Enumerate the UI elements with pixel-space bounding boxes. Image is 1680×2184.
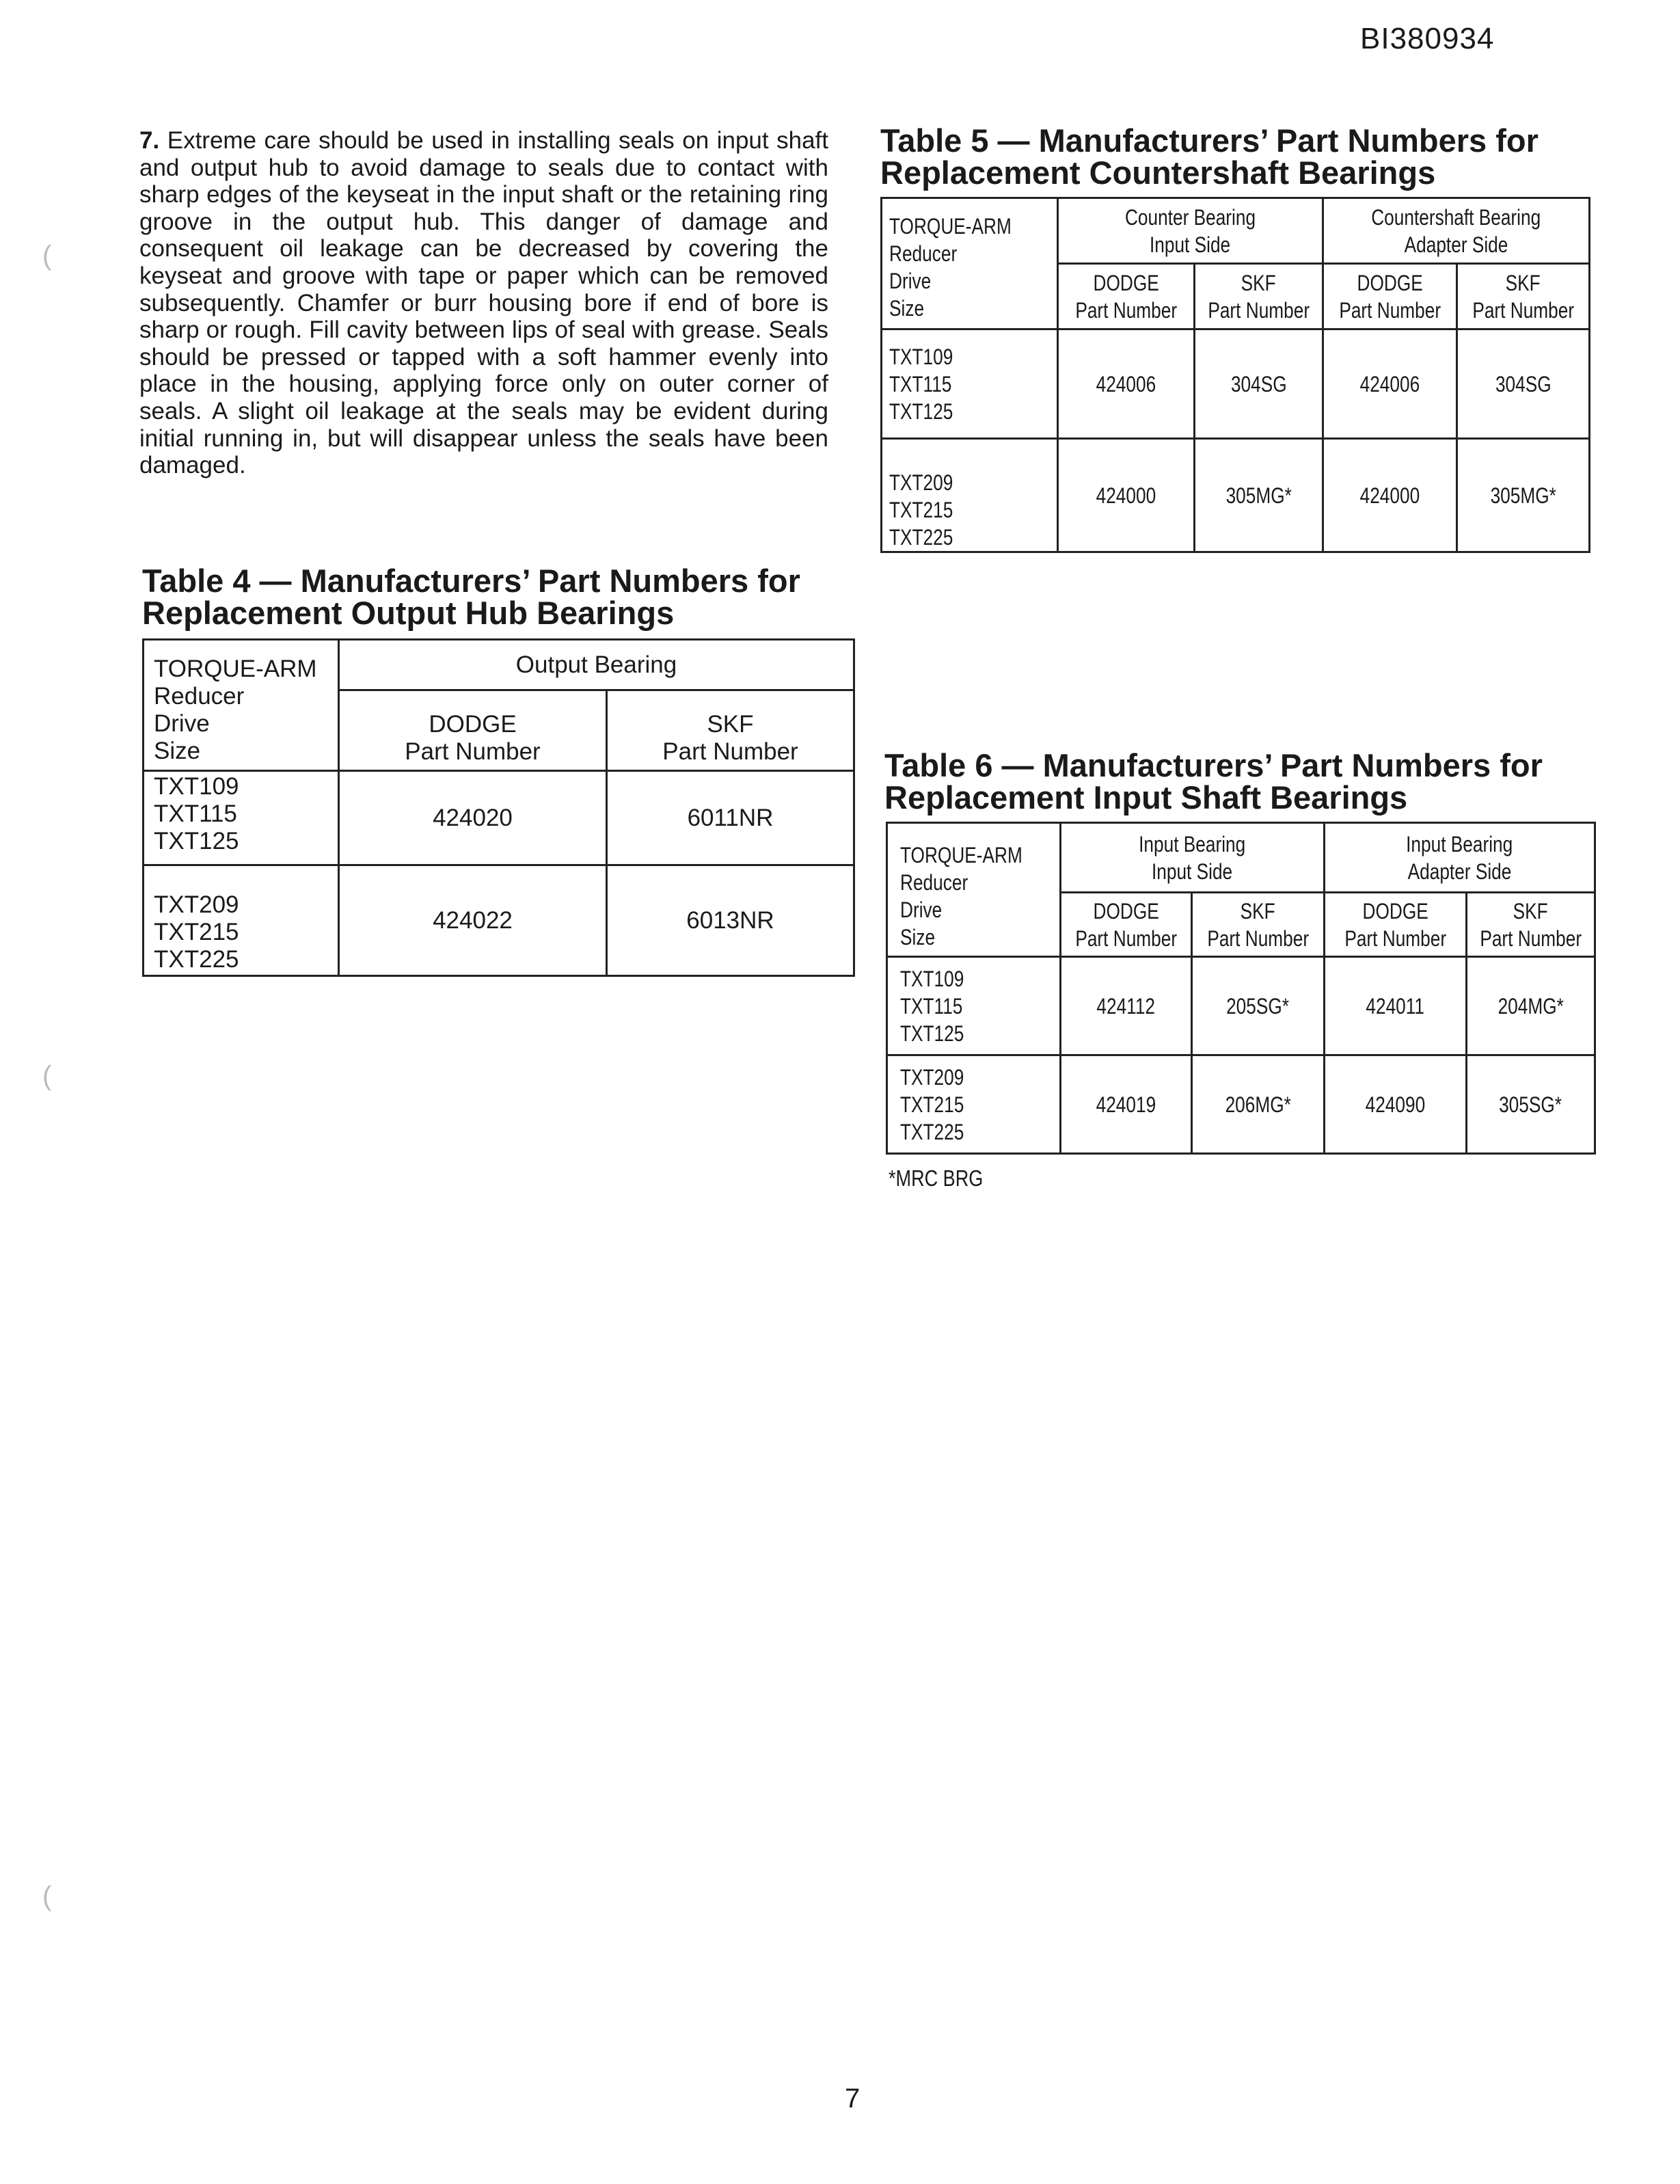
size-label: TXT115: [154, 800, 237, 827]
part-number: 204MG*: [1498, 993, 1564, 1019]
table4-column-header: [339, 690, 607, 771]
table-row: [887, 957, 1595, 1055]
size-label: TXT115: [900, 993, 963, 1019]
corner-line: Drive: [154, 710, 210, 737]
part-number-cell: [1058, 329, 1195, 439]
group-line: Input Bearing: [1139, 831, 1246, 857]
group-line: Adapter Side: [1407, 859, 1512, 884]
table6-title-line1: Table 6 — Manufacturers’ Part Numbers for: [884, 747, 1543, 783]
part-number-cell: [1467, 957, 1595, 1055]
column-brand: SKF: [1513, 898, 1549, 924]
table5: [880, 197, 1590, 553]
column-brand: DODGE: [1093, 270, 1159, 295]
corner-line: Drive: [900, 898, 943, 922]
table-row: [887, 1055, 1595, 1154]
table5-column-header: [1195, 264, 1323, 329]
size-label: TXT115: [889, 371, 952, 396]
size-label: TXT225: [154, 946, 239, 973]
size-label: TXT209: [889, 470, 953, 495]
corner-line: TORQUE-ARM: [154, 656, 317, 682]
part-number-cell: [1457, 439, 1590, 552]
table4: [142, 638, 855, 977]
group-line: Counter Bearing: [1124, 204, 1256, 230]
column-label: Part Number: [1075, 297, 1177, 323]
table6-group-header-adapter-side: [1325, 823, 1595, 893]
instruction-paragraph: [139, 127, 828, 479]
size-label: TXT225: [900, 1119, 964, 1144]
table6-group-header-input-side: [1061, 823, 1325, 893]
table5-title: [880, 124, 1539, 189]
table5-group-header-input-side: [1058, 198, 1323, 264]
group-line: Countershaft Bearing: [1371, 204, 1541, 230]
table6-column-header: [1192, 893, 1325, 957]
size-cell: [887, 1055, 1061, 1154]
table5-title-line2: Replacement Countershaft Bearings: [880, 154, 1436, 191]
size-label: TXT109: [889, 344, 953, 369]
column-label: Part Number: [662, 738, 798, 765]
corner-line: Size: [889, 296, 925, 321]
part-number-cell: [1195, 329, 1323, 439]
part-number-cell: [1061, 957, 1192, 1055]
table-row: [882, 329, 1590, 439]
table6-title: [884, 749, 1543, 813]
part-number: 305MG*: [1225, 483, 1292, 508]
part-number-cell: [1058, 439, 1195, 552]
part-number-cell: [1195, 439, 1323, 552]
part-number: 424000: [1096, 483, 1156, 508]
table-row: [144, 771, 854, 865]
table4-group-header: Output Bearing: [339, 640, 854, 690]
part-number-cell: [1325, 1055, 1467, 1154]
table4-title-line2: Replacement Output Hub Bearings: [142, 595, 675, 631]
table6-column-header: [1061, 893, 1192, 957]
size-cell: [882, 329, 1058, 439]
corner-line: Size: [154, 738, 201, 764]
column-label: Part Number: [1208, 297, 1310, 323]
table6-corner-header: [887, 823, 1061, 957]
part-number-cell: [1325, 957, 1467, 1055]
table6-column-header: [1325, 893, 1467, 957]
column-label: Part Number: [405, 738, 541, 765]
size-cell: [887, 957, 1061, 1055]
table5-column-header: [1058, 264, 1195, 329]
column-label: Part Number: [1207, 926, 1309, 951]
binding-mark: (: [42, 1061, 52, 1091]
table5-group-header-adapter-side: [1323, 198, 1590, 264]
part-number: 205SG*: [1226, 993, 1290, 1019]
table6-group-header-row: [887, 823, 1595, 893]
part-number: 206MG*: [1225, 1092, 1291, 1117]
size-label: TXT215: [154, 919, 239, 945]
group-line: Input Bearing: [1406, 831, 1513, 857]
size-label: TXT215: [889, 498, 953, 522]
column-brand: DODGE: [1093, 898, 1159, 924]
table5-corner-header: [882, 198, 1058, 329]
part-number: 424019: [1096, 1092, 1156, 1117]
corner-line: TORQUE-ARM: [889, 214, 1012, 239]
table-row: [144, 865, 854, 976]
part-number: 304SG: [1230, 371, 1287, 396]
size-label: TXT125: [900, 1021, 964, 1046]
column-brand: DODGE: [1357, 270, 1423, 295]
corner-line: Reducer: [154, 683, 245, 710]
dodge-part-number: 424022: [339, 865, 607, 976]
part-number-cell: [1192, 1055, 1325, 1154]
group-line: Input Side: [1152, 859, 1233, 884]
table5-group-header-row: [882, 198, 1590, 264]
part-number-cell: [1323, 329, 1457, 439]
size-cell: [144, 771, 339, 865]
table-row: [882, 439, 1590, 552]
column-label: Part Number: [1344, 926, 1446, 951]
table4-title: [142, 565, 800, 629]
table6-column-header: [1467, 893, 1595, 957]
column-label: Part Number: [1472, 297, 1574, 323]
column-brand: DODGE: [429, 711, 517, 738]
table4-group-header-row: [144, 640, 854, 690]
part-number: 424090: [1365, 1092, 1426, 1117]
group-line: Input Side: [1150, 232, 1231, 257]
table5-title-line1: Table 5 — Manufacturers’ Part Numbers for: [880, 122, 1539, 159]
group-line: Adapter Side: [1404, 232, 1508, 257]
part-number: 304SG: [1495, 371, 1552, 396]
table4-title-line1: Table 4 — Manufacturers’ Part Numbers for: [142, 563, 800, 599]
binding-mark: (: [42, 1881, 52, 1911]
corner-line: Reducer: [900, 870, 968, 895]
table6: [886, 822, 1596, 1155]
column-brand: SKF: [1505, 270, 1541, 295]
column-brand: SKF: [1240, 898, 1276, 924]
part-number-cell: [1192, 957, 1325, 1055]
footnote-text: *MRC BRG: [889, 1165, 984, 1191]
corner-line: Size: [900, 925, 936, 949]
skf-part-number: 6013NR: [607, 865, 854, 976]
part-number: 424006: [1359, 371, 1420, 396]
table4-corner-header: [144, 640, 339, 771]
column-label: Part Number: [1339, 297, 1441, 323]
part-number-cell: [1457, 329, 1590, 439]
part-number: 424000: [1359, 483, 1420, 508]
size-label: TXT225: [889, 525, 953, 550]
table6-title-line2: Replacement Input Shaft Bearings: [884, 779, 1408, 815]
paragraph-text: Extreme care should be used in installing seals on input shaft and output hub to avoid damage to seals due to contact with sharp edges of the keyseat in the input shaft or the retaining ring groove in the output hub. This danger of damage and consequent oil leakage can be decreased by covering the keyseat and groove with tape or paper which can be removed subsequently. Chamfer or burr housing bore if end of bore is sharp or rough. Fill cavity between lips of seal with grease. Seals should be pressed or tapped with a soft hammer evenly into place in the housing, applying force only on outer corner of seals. A slight oil leakage at the seals may be evident during initial running in, but will disappear unless the seals have been damaged.: [139, 127, 828, 479]
part-number-cell: [1323, 439, 1457, 552]
table4-column-header: [607, 690, 854, 771]
document-id: BI380934: [1360, 22, 1495, 55]
column-label: Part Number: [1075, 926, 1177, 951]
size-label: TXT209: [154, 891, 239, 918]
dodge-part-number: 424020: [339, 771, 607, 865]
size-label: TXT109: [900, 966, 964, 991]
part-number: 424011: [1366, 993, 1425, 1019]
skf-part-number: 6011NR: [607, 771, 854, 865]
size-label: TXT215: [900, 1092, 964, 1117]
column-brand: DODGE: [1362, 898, 1428, 924]
binding-mark: (: [42, 241, 52, 271]
table6-footnote: [889, 1165, 1004, 1191]
part-number: 305MG*: [1490, 483, 1556, 508]
paragraph-number: 7.: [139, 127, 160, 154]
size-cell: [144, 865, 339, 976]
table5-column-header: [1457, 264, 1590, 329]
part-number-cell: [1467, 1055, 1595, 1154]
size-cell: [882, 439, 1058, 552]
part-number: 305SG*: [1499, 1092, 1562, 1117]
corner-line: Reducer: [889, 241, 958, 266]
size-label: TXT125: [889, 399, 953, 424]
corner-line: TORQUE-ARM: [900, 843, 1022, 867]
column-brand: SKF: [1241, 270, 1277, 295]
size-label: TXT125: [154, 828, 239, 854]
part-number: 424112: [1096, 993, 1156, 1019]
column-label: Part Number: [1480, 926, 1582, 951]
column-brand: SKF: [707, 711, 754, 738]
corner-line: Drive: [889, 269, 932, 293]
table5-column-header: [1323, 264, 1457, 329]
page-number: 7: [845, 2084, 861, 2114]
size-label: TXT109: [154, 773, 239, 800]
size-label: TXT209: [900, 1064, 964, 1090]
part-number-cell: [1061, 1055, 1192, 1154]
part-number: 424006: [1096, 371, 1156, 396]
